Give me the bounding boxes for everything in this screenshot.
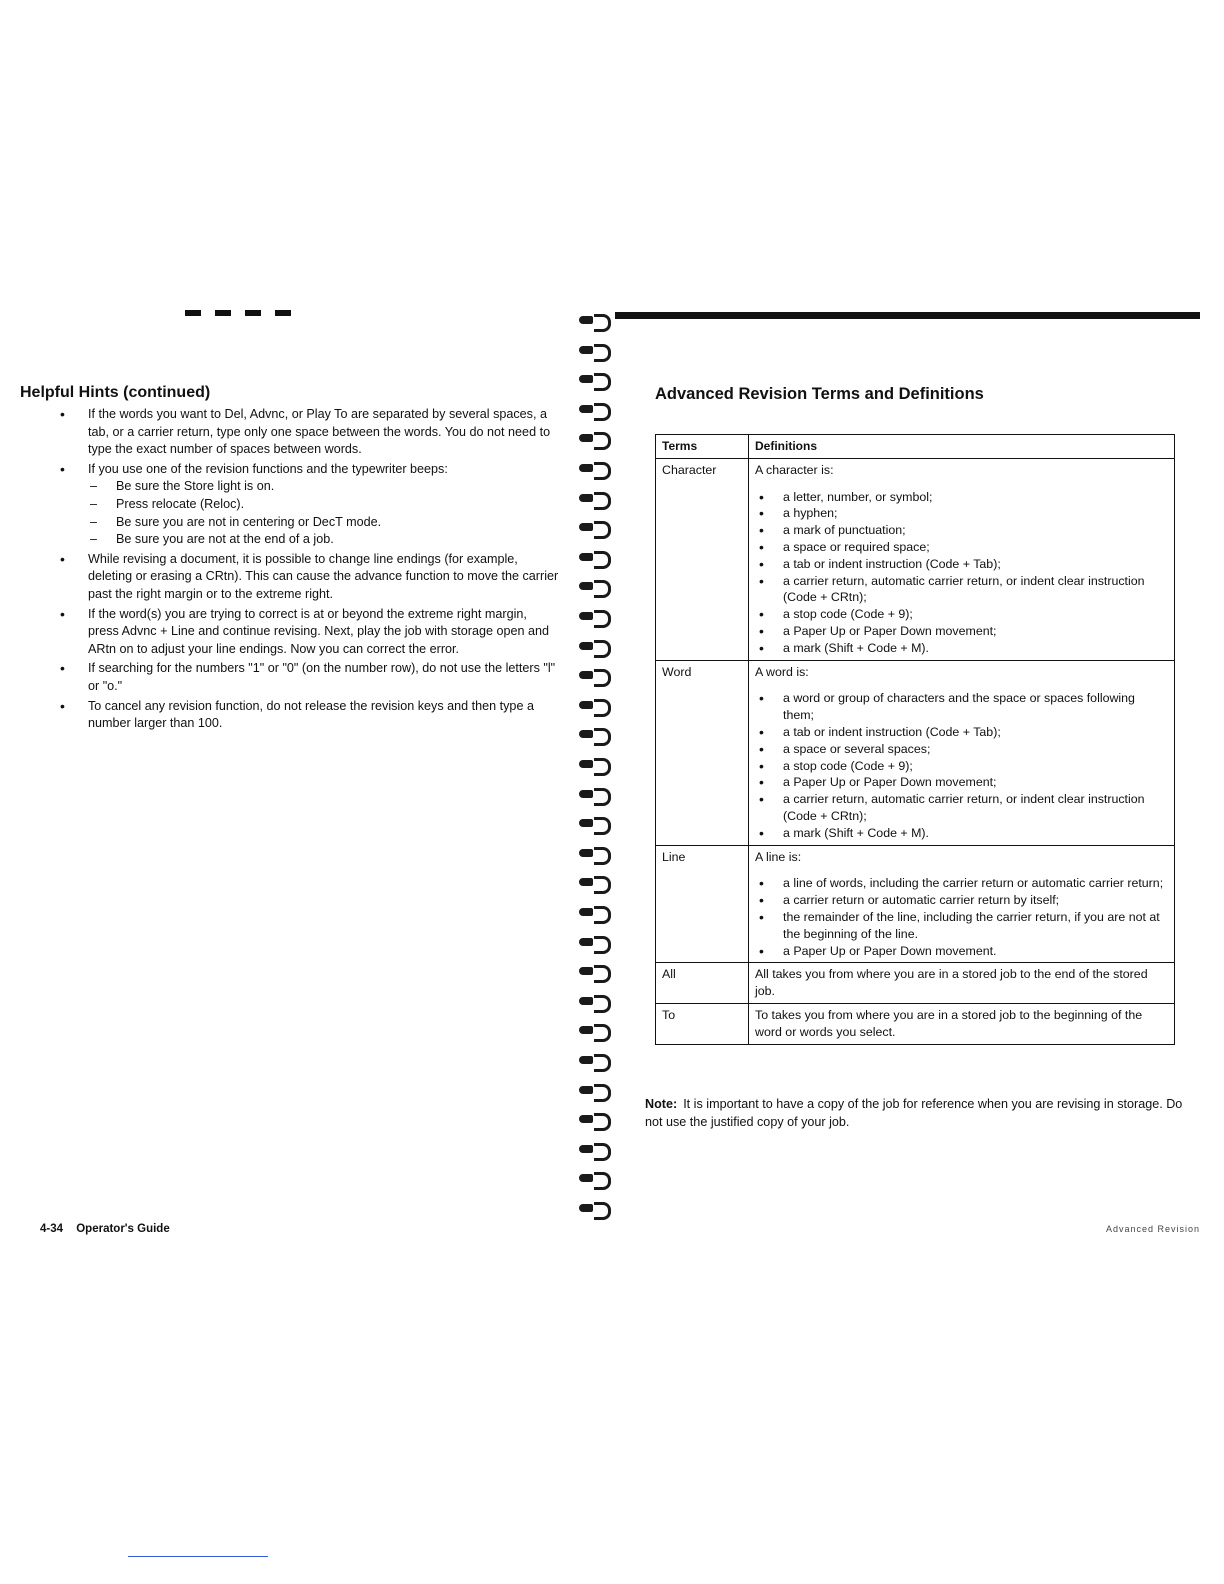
guide-label: Operator's Guide xyxy=(76,1223,170,1235)
left-page xyxy=(20,300,560,1260)
note-text: It is important to have a copy of the job for reference when you are revising in storage. Do not use the justified copy of your job. xyxy=(645,1097,1183,1129)
top-rule xyxy=(615,312,1200,319)
hint-item: • If the words you want to Del, Advnc, or Play To are separated by several spaces, a tab, or a carrier return, type only one space between the words. You do not need to type the exact number of spaces between words. xyxy=(60,406,560,459)
binding-coil xyxy=(579,551,611,565)
definition-item: • a mark (Shift + Code + M). xyxy=(755,640,1168,657)
definitions-header: Definitions xyxy=(749,435,1175,459)
binding-coil xyxy=(579,699,611,713)
hint-subitem: – Press relocate (Reloc). xyxy=(88,496,560,514)
definition-item: • a Paper Up or Paper Down movement; xyxy=(755,623,1168,640)
binding-coil xyxy=(579,1054,611,1068)
table-row xyxy=(656,845,1175,963)
hint-item: • If you use one of the revision functions and the typewriter beeps: – Be sure the Store light is on. – Press relocate (Reloc). – Be sure you are not in centering or DecT mode. – Be sure you are not at the end of a job. xyxy=(60,461,560,549)
top-dashes-decoration xyxy=(185,310,291,316)
table-row xyxy=(656,1003,1175,1044)
definition-item: • the remainder of the line, including the carrier return, if you are not at the beginning of the line. xyxy=(755,909,1168,943)
bottom-rule xyxy=(128,1556,268,1557)
binding-coil xyxy=(579,610,611,624)
definition-item: • a Paper Up or Paper Down movement; xyxy=(755,774,1168,791)
binding-coil xyxy=(579,1084,611,1098)
definition-item: • a stop code (Code + 9); xyxy=(755,758,1168,775)
binding-coil xyxy=(579,728,611,742)
definition-cell xyxy=(749,660,1175,845)
term-cell: All xyxy=(656,963,749,1004)
binding-coil xyxy=(579,1143,611,1157)
binding-coil xyxy=(579,1172,611,1186)
term-cell: Line xyxy=(656,845,749,963)
binding-coil xyxy=(579,432,611,446)
binding-coil xyxy=(579,580,611,594)
definition-cell xyxy=(749,845,1175,963)
binding-coil xyxy=(579,965,611,979)
binding-coil xyxy=(579,758,611,772)
terms-header: Terms xyxy=(656,435,749,459)
definition-list xyxy=(755,489,1168,657)
definition-intro: A line is: xyxy=(755,849,802,864)
right-footer: Advanced Revision xyxy=(1105,1224,1200,1234)
binding-coil xyxy=(579,492,611,506)
note-label: Note: xyxy=(645,1097,678,1111)
table-row xyxy=(656,660,1175,845)
definition-item: • a stop code (Code + 9); xyxy=(755,606,1168,623)
terms-table xyxy=(655,434,1175,1045)
binding-coil xyxy=(579,669,611,683)
definition-item: • a hyphen; xyxy=(755,505,1168,522)
hint-item: • To cancel any revision function, do not release the revision keys and then type a number larger than 100. xyxy=(60,698,560,733)
definition-item: • a mark (Shift + Code + M). xyxy=(755,825,1168,842)
binding-coil xyxy=(579,462,611,476)
definition-item: • a letter, number, or symbol; xyxy=(755,489,1168,506)
binding-coil xyxy=(579,1202,611,1216)
definition-cell: All takes you from where you are in a stored job to the end of the stored job. xyxy=(749,963,1175,1004)
definition-item: • a mark of punctuation; xyxy=(755,522,1168,539)
definition-item: • a tab or indent instruction (Code + Tab); xyxy=(755,556,1168,573)
definition-item: • a line of words, including the carrier return or automatic carrier return; xyxy=(755,875,1168,892)
definition-intro: A word is: xyxy=(755,664,809,679)
definition-item: • a tab or indent instruction (Code + Tab); xyxy=(755,724,1168,741)
table-row xyxy=(656,458,1175,660)
helpful-hints-title: Helpful Hints (continued) xyxy=(20,384,211,401)
binding-coil xyxy=(579,640,611,654)
hint-subitem: – Be sure the Store light is on. xyxy=(88,478,560,496)
binding-coil xyxy=(579,314,611,328)
binding-coil xyxy=(579,995,611,1009)
binding-coil xyxy=(579,1113,611,1127)
left-footer xyxy=(40,1223,170,1235)
term-cell: Character xyxy=(656,458,749,660)
binding-coil xyxy=(579,788,611,802)
hint-item: • If searching for the numbers "1" or "0" (on the number row), do not use the letters "l" or "o." xyxy=(60,660,560,695)
table-header-row xyxy=(656,435,1175,459)
definition-cell: To takes you from where you are in a stored job to the beginning of the word or words you select. xyxy=(749,1003,1175,1044)
binding-coil xyxy=(579,906,611,920)
definition-item: • a carrier return, automatic carrier return, or indent clear instruction (Code + CRtn); xyxy=(755,573,1168,607)
definition-item: • a space or required space; xyxy=(755,539,1168,556)
binding-coil xyxy=(579,817,611,831)
binding-coil xyxy=(579,876,611,890)
definition-list xyxy=(755,690,1168,841)
right-page xyxy=(615,312,1210,1242)
binding-coil xyxy=(579,344,611,358)
definition-cell xyxy=(749,458,1175,660)
hint-subitem: – Be sure you are not at the end of a job. xyxy=(88,531,560,549)
hint-item: • While revising a document, it is possible to change line endings (for example, deleting or erasing a CRtn). This can cause the advance function to move the carrier past the right margin or to the extreme right. xyxy=(60,551,560,604)
definition-item: • a Paper Up or Paper Down movement. xyxy=(755,943,1168,960)
spiral-binding xyxy=(575,310,615,1240)
hint-item: • If the word(s) you are trying to correct is at or beyond the extreme right margin, press Advnc + Line and continue revising. Next, play the job with storage open and ARtn on to adjust your line endings. Now you can correct the error. xyxy=(60,606,560,659)
table-row xyxy=(656,963,1175,1004)
page-number: 4-34 xyxy=(40,1223,64,1235)
binding-coil xyxy=(579,847,611,861)
term-cell: To xyxy=(656,1003,749,1044)
binding-coil xyxy=(579,373,611,387)
definition-list xyxy=(755,875,1168,959)
binding-coil xyxy=(579,521,611,535)
binding-coil xyxy=(579,403,611,417)
hints-list xyxy=(60,406,560,735)
definition-intro: A character is: xyxy=(755,462,834,477)
terms-title: Advanced Revision Terms and Definitions xyxy=(655,385,984,403)
definition-item: • a carrier return, automatic carrier return, or indent clear instruction (Code + CRtn); xyxy=(755,791,1168,825)
hint-subitem: – Be sure you are not in centering or DecT mode. xyxy=(88,514,560,532)
term-cell: Word xyxy=(656,660,749,845)
hint-sublist xyxy=(88,478,560,548)
note xyxy=(645,1096,1195,1131)
definition-item: • a carrier return or automatic carrier return by itself; xyxy=(755,892,1168,909)
definition-item: • a word or group of characters and the space or spaces following them; xyxy=(755,690,1168,724)
binding-coil xyxy=(579,936,611,950)
definition-item: • a space or several spaces; xyxy=(755,741,1168,758)
binding-coil xyxy=(579,1024,611,1038)
